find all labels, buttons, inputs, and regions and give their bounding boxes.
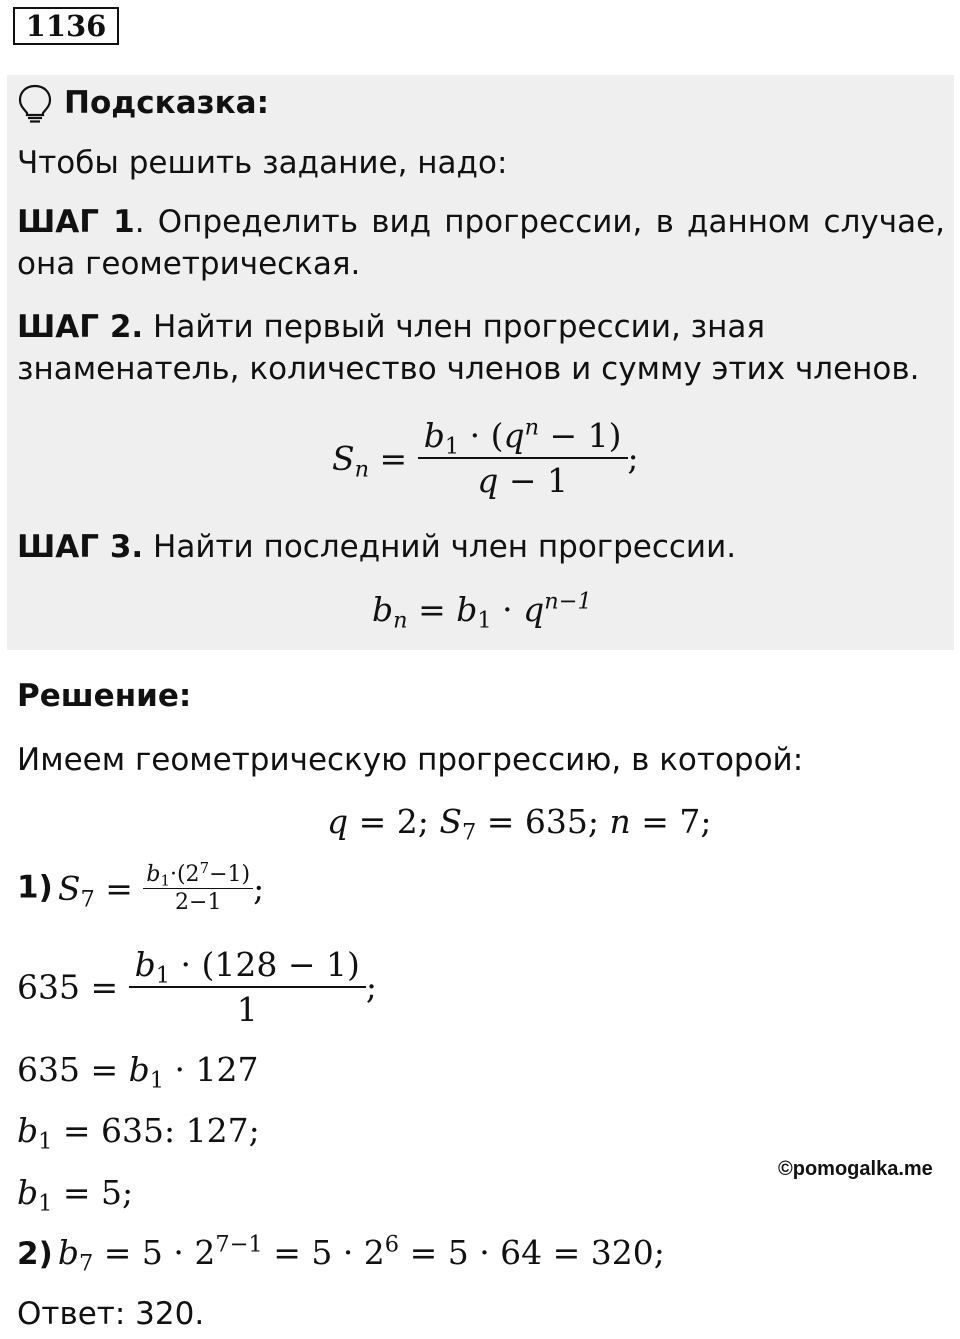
solution-intro: Имеем геометрическую прогрессию, в которой: [17, 742, 804, 778]
hint-step-1 [17, 202, 945, 286]
step1-line4: $b_1 = 635$: 127; [17, 1111, 260, 1155]
step-3-text: Найти последний член прогрессии. [143, 529, 737, 565]
step-2-text: Найти первый член прогрессии, зная знаменатель, количество членов и сумму этих членов. [17, 309, 920, 387]
step1-line5: $b_1 = 5$; [17, 1173, 134, 1217]
task-number: 1136 [13, 7, 119, 45]
step-1-text: . Определить вид прогрессии, в данном случае, она геометрическая. [17, 204, 946, 282]
step-3-label: ШАГ 3. [17, 529, 144, 565]
step1-fraction: $\frac{b_1\cdot(2^7-1)}{2-1}$ [143, 862, 253, 915]
sum-fraction: $\frac{b_1 \cdot (q^n - 1)}{q - 1}$ [418, 416, 628, 500]
step-2-label: ШАГ 2. [17, 309, 144, 345]
hint-step-3 [17, 527, 736, 569]
hint-title: Подсказка: [64, 85, 269, 121]
step1-line3: $635 = b_1 \cdot 127$ [17, 1050, 259, 1094]
given-values: q = 2; $S_7 = 635$; n = 7; [327, 802, 712, 846]
step1-line2-fraction: $\frac{b_1 \cdot (128 - 1)}{1}$ [129, 945, 366, 1029]
nth-term-formula: $b_n = b_1 \cdot q^{n-1}$ [372, 588, 592, 634]
step2-label: 2) [17, 1236, 53, 1272]
step1-line2: 635 = $\frac{b_1 \cdot (128 - 1)}{1}$ ; [17, 945, 377, 1029]
hint-intro: Чтобы решить задание, надо: [17, 145, 508, 181]
solution-title: Решение: [17, 678, 192, 714]
step1-label: 1) [17, 869, 53, 906]
step2-line: 2) $b_7 = 5 \cdot 2^{7-1} = 5 \cdot 2^6 = 5 \cdot 64 = 320$; [17, 1231, 665, 1277]
watermark: ©pomogalka.me [778, 1158, 933, 1180]
step1-line1: 1) $S_7$ = $\frac{b_1\cdot(2^7-1)}{2-1}$ ; [17, 858, 265, 915]
lightbulb-icon [17, 84, 53, 124]
hint-step-2 [17, 307, 945, 391]
step-1-label: ШАГ 1 [17, 204, 135, 240]
sum-formula: $S_n$ = $\frac{b_1 \cdot (q^n - 1)}{q - 1}$ ; [332, 414, 639, 500]
answer: Ответ: 320. [17, 1296, 205, 1332]
